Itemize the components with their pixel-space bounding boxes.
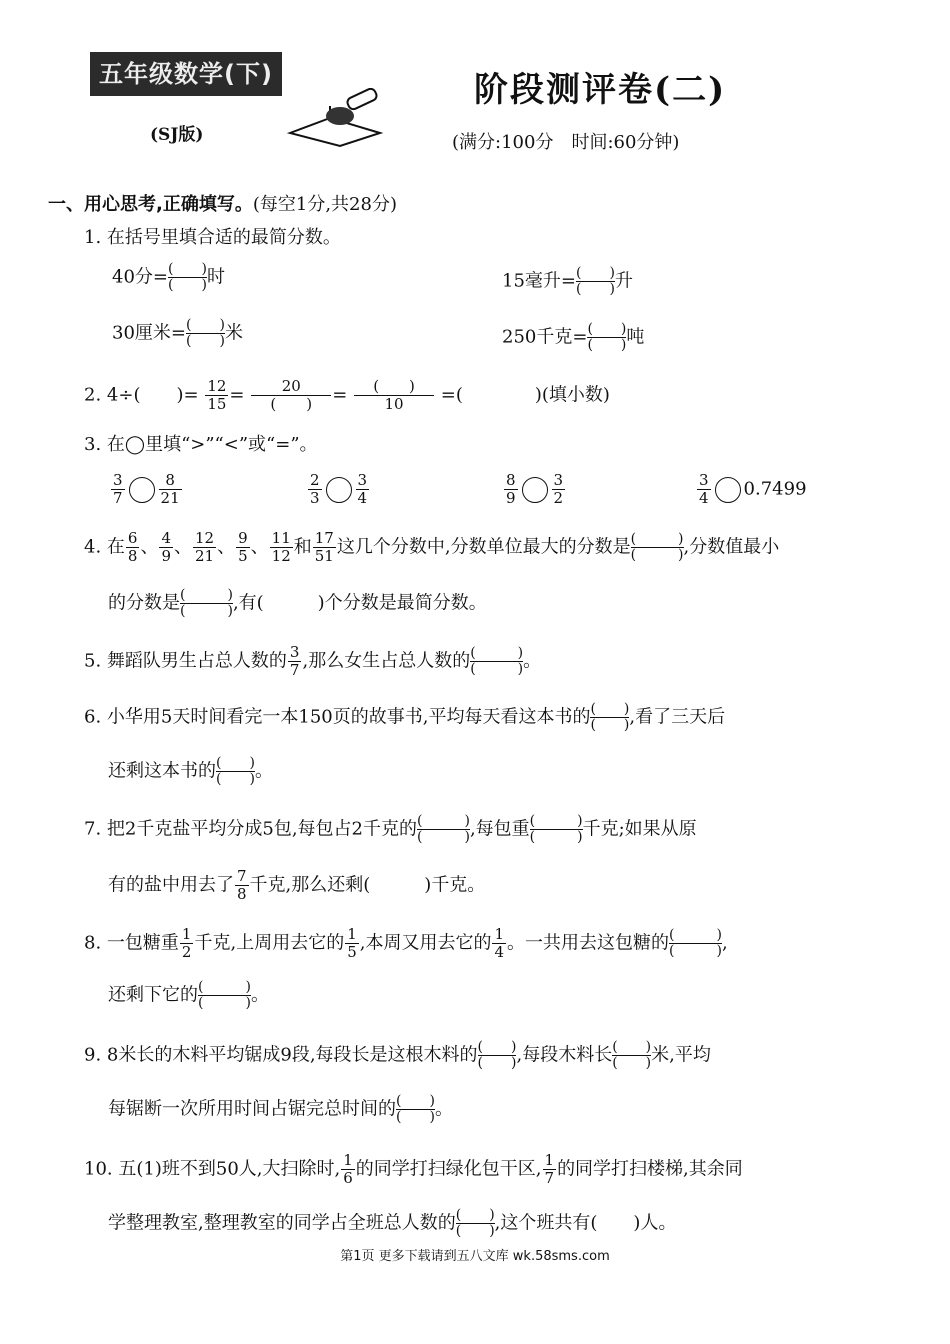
answer-blank[interactable]: ( ) ( ) [590, 701, 630, 733]
score-info: (满分:100分 时间:60分钟) [452, 132, 680, 153]
question-6-line-2: 还剩这本书的 ( ) ( )。 [108, 755, 273, 787]
answer-blank[interactable]: ( ) ( ) [180, 587, 233, 619]
question-8: 8. 一包糖重 $\frac{1}{2}$ 千克,上周用去它的 $\frac{1}{5}$ ,本周又用去它的 $\frac{1}{4}$ 。一共用去这包糖的 ( ) ( ), [84, 925, 728, 961]
compare-circle[interactable] [129, 477, 155, 503]
q1-item-3: 30厘米= ( ) ( )米 [112, 317, 243, 349]
question-7-line-2: 有的盐中用去了 $\frac{7}{8}$ 千克,那么还剩( )千克。 [108, 867, 486, 903]
q3-item-3: $\frac{8}{9}$ $\frac{3}{2}$ [506, 471, 564, 507]
compare-circle[interactable] [522, 477, 548, 503]
q3-item-4: $\frac{3}{4}$ 0.7499 [699, 471, 807, 507]
question-5: 5. 舞蹈队男生占总人数的 $\frac{3}{7}$ ,那么女生占总人数的 ( ) ( )。 [84, 643, 542, 679]
question-9: 9. 8米长的木料平均锯成9段,每段长是这根木料的 ( ) ( ),每段木料长 ( ) ( )米,平均 [84, 1039, 711, 1071]
question-1: 1. 在括号里填合适的最简分数。 [84, 227, 341, 248]
answer-blank[interactable]: ( ) ( ) [216, 755, 255, 787]
question-9-line-2: 每锯断一次所用时间占锯完总时间的 ( ) ( )。 [108, 1093, 453, 1125]
grade-badge: 五年级数学(下) [90, 52, 282, 96]
answer-blank[interactable]: ( ) ( ) [396, 1093, 435, 1125]
answer-blank[interactable]: ( ) ( ) [417, 813, 470, 845]
question-10-line-2: 学整理教室,整理教室的同学占全班总人数的 ( ) ( ),这个班共有( )人。 [108, 1207, 677, 1239]
answer-blank[interactable]: ( ) ( ) [470, 645, 524, 677]
answer-blank[interactable]: ( ) ( ) [455, 1207, 495, 1239]
q1-item-4: 250千克= ( ) ( )吨 [502, 321, 645, 353]
question-4-line-2: 的分数是 ( ) ( ),有( )个分数是最简分数。 [108, 587, 487, 619]
question-2: 2. 4÷( )= $\frac{12}{15}$ = $\frac{20}{( )}$ = $\frac{( )}{10}$ =( )(填小数) [84, 377, 610, 413]
page-footer: 第1页 更多下载请到五八文库 wk.58sms.com [340, 1249, 610, 1264]
question-4: 4. 在 $\frac{6}{8}$ 、 $\frac{4}{9}$ 、 $\frac{12}{21}$ 、 $\frac{9}{5}$ 、 $\frac{11}{12}$ 和 $\frac{17}{51}$ 这几个分数中,分数单位最大的分数是 ( ) ( ),分数值最小 [84, 529, 780, 565]
question-6: 6. 小华用5天时间看完一本150页的故事书,平均每天看这本书的 ( ) ( ),看了三天后 [84, 701, 726, 733]
edition-label: (SJ版) [150, 125, 204, 145]
q1-item-1: 40分= ( ) ( )时 [112, 261, 225, 293]
q3-item-2: $\frac{2}{3}$ $\frac{3}{4}$ [310, 471, 368, 507]
answer-blank[interactable]: ( ) ( ) [669, 927, 722, 959]
compare-circle[interactable] [715, 477, 741, 503]
question-10: 10. 五(1)班不到50人,大扫除时, $\frac{1}{6}$ 的同学打扫绿化包干区, $\frac{1}{7}$ 的同学打扫楼梯,其余同 [84, 1151, 743, 1187]
question-8-line-2: 还剩下它的 ( ) ( )。 [108, 979, 269, 1011]
compare-circle[interactable] [326, 477, 352, 503]
question-3: 3. 在◯里填“>”“<”或“=”。 [84, 434, 318, 455]
q1-item-2: 15毫升= ( ) ( )升 [502, 265, 633, 297]
answer-blank[interactable]: ( ) ( ) [587, 321, 627, 353]
answer-blank[interactable]: ( ) ( ) [186, 317, 225, 349]
question-7: 7. 把2千克盐平均分成5包,每包占2千克的 ( ) ( ),每包重 ( ) ( )千克;如果从原 [84, 813, 697, 845]
book-stamp-icon [285, 88, 385, 148]
page-title: 阶段测评卷(二) [474, 70, 727, 110]
answer-blank[interactable]: ( ) ( ) [198, 979, 251, 1011]
answer-blank[interactable]: ( ) ( ) [630, 531, 684, 563]
answer-blank[interactable]: ( ) ( ) [612, 1039, 652, 1071]
answer-blank[interactable]: ( ) ( ) [576, 265, 615, 297]
q3-item-1: $\frac{3}{7}$ $\frac{8}{21}$ [113, 471, 180, 507]
section-heading: 一、用心思考,正确填写。(每空1分,共28分) [48, 194, 397, 215]
answer-blank[interactable]: ( ) ( ) [477, 1039, 517, 1071]
answer-blank[interactable]: ( ) ( ) [529, 813, 583, 845]
answer-blank[interactable]: ( ) ( ) [168, 261, 207, 293]
